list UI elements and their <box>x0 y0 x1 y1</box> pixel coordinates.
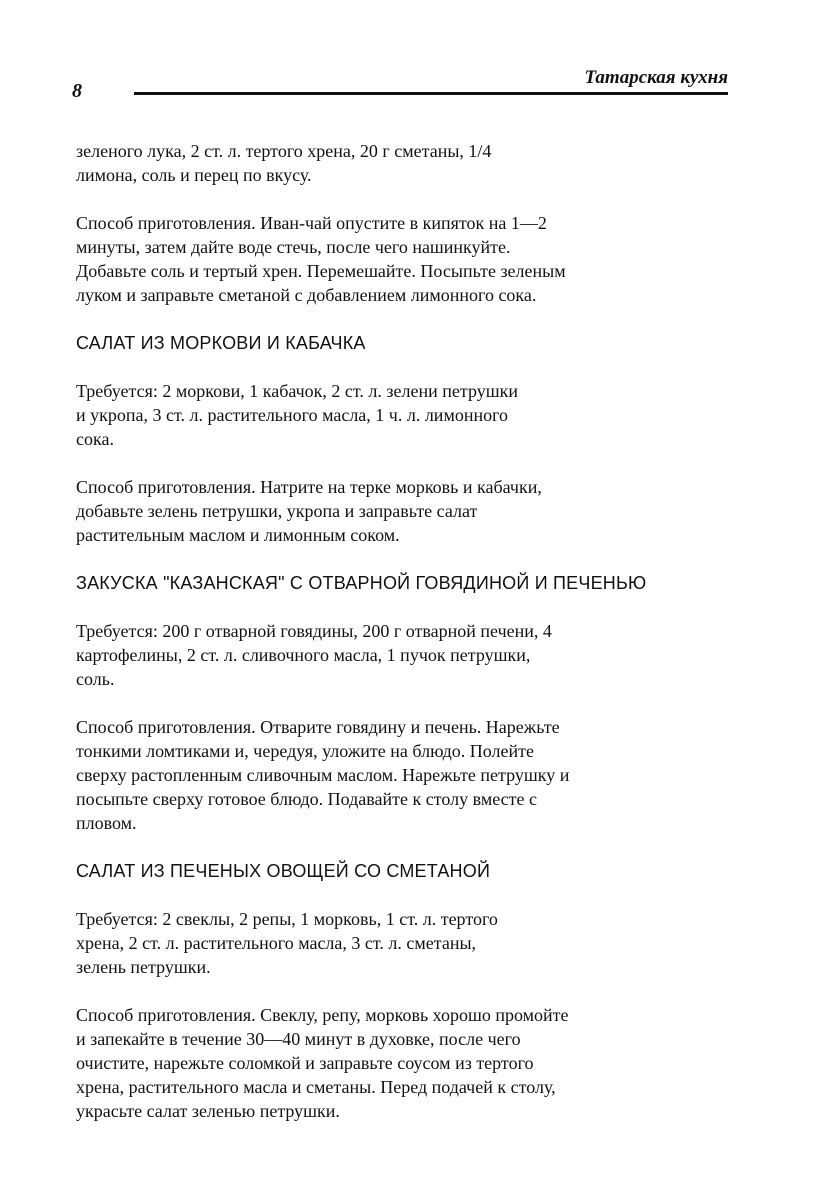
recipe-method: Способ приготовления. Иван-чай опустите в кипяток на 1—2 минуты, затем дайте воде стечь, после чего нашинкуйте. Добавьте соль и тертый хрен. Перемешайте. Посыпьте зеленым луком и заправьте сметаной с добавлением лимонного сока. <box>76 213 566 305</box>
page-number: 8 <box>72 80 82 102</box>
recipe-title: САЛАТ ИЗ МОРКОВИ И КАБАЧКА <box>76 333 366 353</box>
recipe-ingredients: Требуется: 200 г отварной говядины, 200 г отварной печени, 4 картофелины, 2 ст. л. сливочного масла, 1 пучок петрушки, соль. <box>76 621 552 689</box>
header-rule <box>134 92 728 95</box>
recipe-title: ЗАКУСКА "КАЗАНСКАЯ" С ОТВАРНОЙ ГОВЯДИНОЙ И ПЕЧЕНЬЮ <box>76 573 647 593</box>
book-title: Татарская кухня <box>584 67 728 88</box>
recipe-ingredients: Требуется: 2 свеклы, 2 репы, 1 морковь, 1 ст. л. тертого хрена, 2 ст. л. растительного масла, 3 ст. л. сметаны, зелень петрушки. <box>76 909 498 977</box>
recipe-title: САЛАТ ИЗ ПЕЧЕНЫХ ОВОЩЕЙ СО СМЕТАНОЙ <box>76 861 491 881</box>
recipe-ingredients: Требуется: 2 моркови, 1 кабачок, 2 ст. л. зелени петрушки и укропа, 3 ст. л. растительного масла, 1 ч. л. лимонного сока. <box>76 381 518 449</box>
recipe-method: Способ приготовления. Отварите говядину и печень. Нарежьте тонкими ломтиками и, чередуя, уложите на блюдо. Полейте сверху растопленным сливочным маслом. Нарежьте петрушку и посыпьте сверху готовое блюдо. Подавайте к столу вместе с пловом. <box>76 717 570 833</box>
page-content <box>76 139 736 1147</box>
recipe-text-continued: зеленого лука, 2 ст. л. тертого хрена, 20 г сметаны, 1/4 лимона, соль и перец по вкусу. <box>76 141 492 185</box>
recipe-method: Способ приготовления. Натрите на терке морковь и кабачки, добавьте зелень петрушки, укропа и заправьте салат растительным маслом и лимонным соком. <box>76 477 542 545</box>
recipe-method: Способ приготовления. Свеклу, репу, морковь хорошо промойте и запекайте в течение 30—40 минут в духовке, после чего очистите, нарежьте соломкой и заправьте соусом из тертого хрена, растительного масла и сметаны. Перед подачей к столу, украсьте салат зеленью петрушки. <box>76 1005 569 1121</box>
